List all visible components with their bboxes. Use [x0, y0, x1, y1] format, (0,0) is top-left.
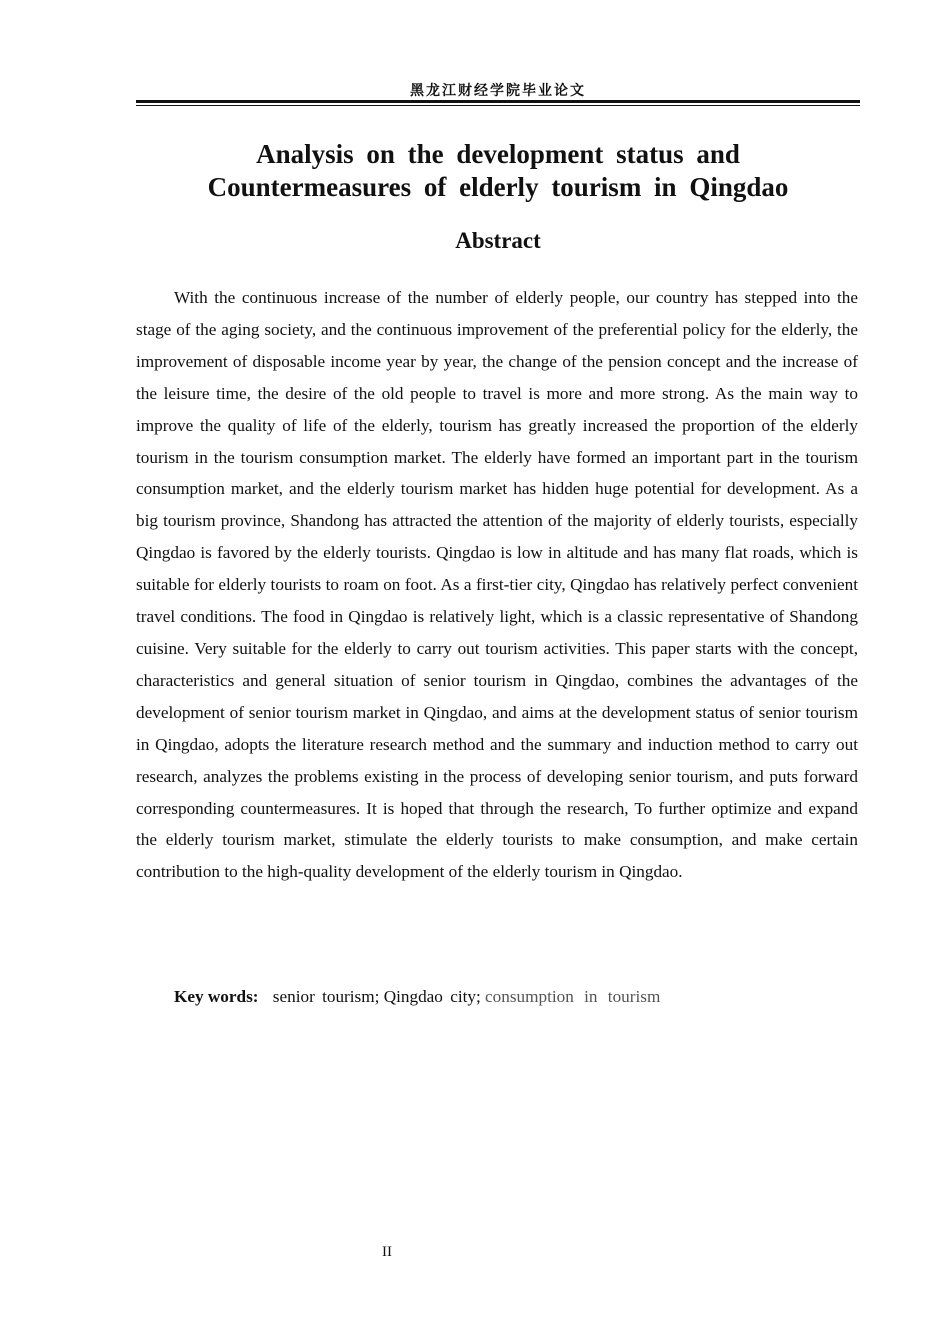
keyword-item: Qingdao city;: [383, 987, 481, 1006]
title-line-2: Countermeasures of elderly tourism in Qingdao: [207, 172, 789, 202]
running-header: 黑龙江财经学院毕业论文: [410, 83, 586, 99]
keywords-line: [174, 987, 660, 1007]
title-line-1: Analysis on the development status and: [256, 139, 740, 169]
paper-title: [136, 138, 860, 204]
keywords-label: Key words:: [174, 987, 259, 1006]
keyword-item: consumption in tourism: [485, 987, 661, 1006]
keyword-item: senior tourism;: [272, 987, 380, 1006]
header-rule-thick: [136, 100, 860, 103]
page-number: II: [382, 1244, 392, 1260]
header-rule-thin: [136, 105, 860, 106]
abstract-body: With the continuous increase of the number of elderly people, our country has stepped into the stage of the aging society, and the continuous improvement of the preferential policy for the elderly, the improvement of disposable income year by year, the change of the pension concept and the increase of the leisure time, the desire of the old people to travel is more and more strong. As the main way to improve the quality of life of the elderly, tourism has greatly increased the proportion of the elderly tourism in the tourism consumption market. The elderly have formed an important part in the tourism consumption market, and the elderly tourism market has hidden huge potential for development. As a big tourism province, Shandong has attracted the attention of the majority of elderly tourists, especially Qingdao is favored by the elderly tourists. Qingdao is low in altitude and has many flat roads, which is suitable for elderly tourists to roam on foot. As a first-tier city, Qingdao has relatively perfect convenient travel conditions. The food in Qingdao is relatively light, which is a classic representative of Shandong cuisine. Very suitable for the elderly to carry out tourism activities. This paper starts with the concept, characteristics and general situation of senior tourism in Qingdao, combines the advantages of the development of senior tourism market in Qingdao, and aims at the development status of senior tourism in Qingdao, adopts the literature research method and the summary and induction method to carry out research, analyzes the problems existing in the process of developing senior tourism, and puts forward corresponding countermeasures. It is hoped that through the research, To further optimize and expand the elderly tourism market, stimulate the elderly tourists to make consumption, and make certain contribution to the high-quality development of the elderly tourism in Qingdao.: [136, 288, 858, 882]
abstract-heading: Abstract: [455, 228, 541, 253]
